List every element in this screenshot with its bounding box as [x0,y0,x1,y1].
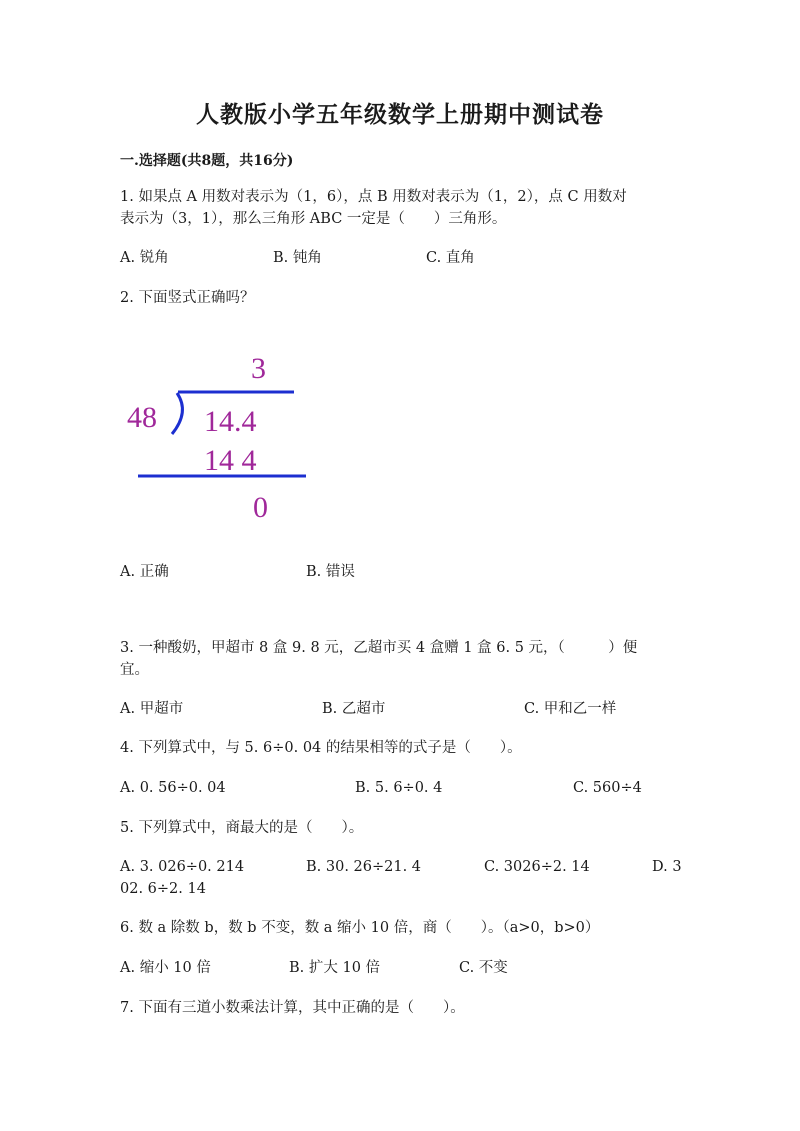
question-5-option-c[interactable]: C. 3026÷2. 14 [484,859,590,875]
question-1-option-c[interactable]: C. 直角 [426,250,475,266]
question-6-option-c[interactable]: C. 不变 [459,960,508,976]
question-5-stem: 5. 下列算式中，商最大的是（ ）。 [120,820,364,836]
question-1-option-a[interactable]: A. 锐角 [120,250,169,266]
question-3-line-1: 3. 一种酸奶，甲超市 8 盒 9. 8 元，乙超市买 4 盒赠 1 盒 6. 5 元，（ ）便 [120,640,638,656]
division-bracket [172,393,182,434]
long-division-figure [120,340,320,530]
division-divisor: 48 [127,401,157,434]
question-3-option-a[interactable]: A. 甲超市 [120,701,184,717]
question-6-option-a[interactable]: A. 缩小 10 倍 [120,960,211,976]
section-heading: 一.选择题(共8题，共16分) [120,153,294,169]
question-3-option-b[interactable]: B. 乙超市 [322,701,386,717]
question-7-stem: 7. 下面有三道小数乘法计算，其中正确的是（ ）。 [120,1000,465,1016]
question-4-option-b[interactable]: B. 5. 6÷0. 4 [355,780,443,796]
question-2-stem: 2. 下面竖式正确吗？ [120,290,255,306]
question-1-option-b[interactable]: B. 钝角 [273,250,322,266]
question-4-option-c[interactable]: C. 560÷4 [573,780,642,796]
question-4-stem: 4. 下列算式中，与 5. 6÷0. 04 的结果相等的式子是（ ）。 [120,740,522,756]
long-division-svg [120,340,320,530]
question-5-option-d-wrap: 02. 6÷2. 14 [120,881,206,897]
question-1-line-1: 1. 如果点 A 用数对表示为（1，6），点 B 用数对表示为（1，2），点 C 用数对 [120,189,627,205]
question-3-option-c[interactable]: C. 甲和乙一样 [524,701,617,717]
question-1-line-2: 表示为（3，1），那么三角形 ABC 一定是（ ）三角形。 [120,211,507,227]
question-5-option-b[interactable]: B. 30. 26÷21. 4 [306,859,422,875]
question-6-stem: 6. 数 a 除数 b，数 b 不变，数 a 缩小 10 倍，商（ ）。（a>0，b>0） [120,920,600,936]
division-quotient: 3 [251,352,266,385]
question-2-option-b[interactable]: B. 错误 [306,564,355,580]
question-3-line-2: 宜。 [120,662,149,678]
division-product: 14 4 [204,444,257,477]
page-title: 人教版小学五年级数学上册期中测试卷 [196,101,604,128]
division-remainder: 0 [253,491,268,524]
division-dividend: 14.4 [204,405,257,438]
question-2-option-a[interactable]: A. 正确 [120,564,169,580]
question-5-option-a[interactable]: A. 3. 026÷0. 214 [120,859,245,875]
question-6-option-b[interactable]: B. 扩大 10 倍 [289,960,381,976]
question-4-option-a[interactable]: A. 0. 56÷0. 04 [120,780,226,796]
question-5-option-d[interactable]: D. 3 [652,859,682,875]
